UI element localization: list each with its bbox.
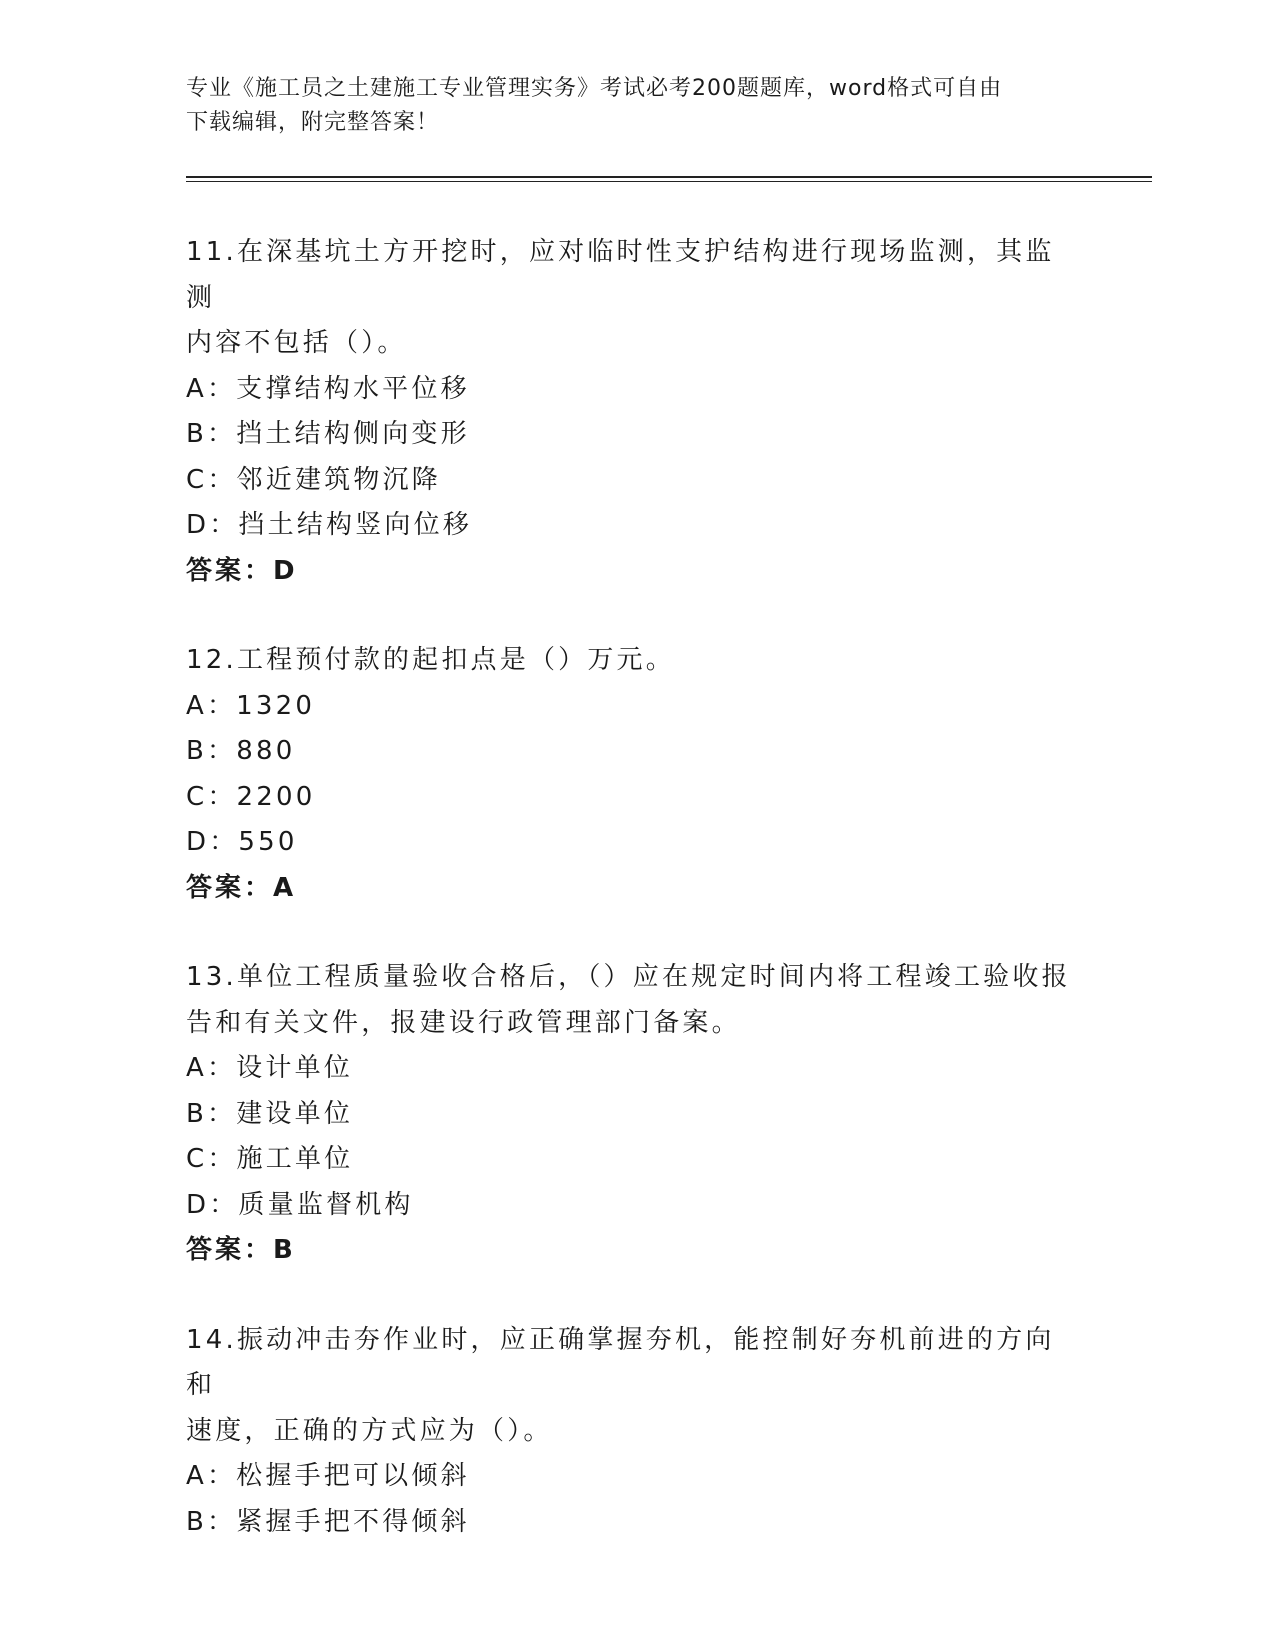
- question-stem-continued: 告和有关文件，报建设行政管理部门备案。: [186, 1007, 741, 1038]
- answer: 答案：D: [186, 555, 298, 586]
- option-a: A：1320: [186, 690, 316, 721]
- page-header: [186, 72, 1066, 140]
- header-line-2: 下载编辑，附完整答案！: [186, 110, 440, 135]
- question-12: [186, 638, 1076, 911]
- answer: 答案：B: [186, 1235, 296, 1265]
- option-a: A：支撑结构水平位移: [186, 373, 470, 404]
- header-line-1: 专业《施工员之土建施工专业管理实务》考试必考200题题库，word格式可自由: [186, 76, 1003, 101]
- question-stem: 12.工程预付款的起扣点是（）万元。: [186, 645, 675, 675]
- option-c: C：施工单位: [186, 1144, 354, 1174]
- question-stem: 14.振动冲击夯作业时，应正确掌握夯机，能控制好夯机前进的方向和: [186, 1324, 1055, 1400]
- option-d: D：质量监督机构: [186, 1189, 414, 1220]
- option-a: A：松握手把可以倾斜: [186, 1461, 470, 1491]
- question-list: [186, 230, 1076, 1589]
- question-stem-continued: 内容不包括（）。: [186, 328, 407, 358]
- question-13: [186, 955, 1076, 1274]
- option-d: D：挡土结构竖向位移: [186, 510, 473, 540]
- option-b: B：建设单位: [186, 1098, 354, 1129]
- question-stem: 13.单位工程质量验收合格后，（）应在规定时间内将工程竣工验收报: [186, 962, 1071, 992]
- option-d: D：550: [186, 827, 298, 857]
- question-14: [186, 1318, 1076, 1546]
- header-divider: [186, 176, 1152, 182]
- option-c: C：邻近建筑物沉降: [186, 464, 441, 495]
- option-b: B：挡土结构侧向变形: [186, 419, 470, 449]
- question-11: [186, 230, 1076, 594]
- option-a: A：设计单位: [186, 1053, 353, 1083]
- question-stem-continued: 速度，正确的方式应为（）。: [186, 1415, 553, 1446]
- question-stem: 11.在深基坑土方开挖时，应对临时性支护结构进行现场监测，其监测: [186, 237, 1055, 313]
- option-b: B：880: [186, 736, 296, 766]
- answer: 答案：A: [186, 872, 297, 903]
- option-c: C：2200: [186, 781, 316, 812]
- option-b: B：紧握手把不得倾斜: [186, 1506, 470, 1537]
